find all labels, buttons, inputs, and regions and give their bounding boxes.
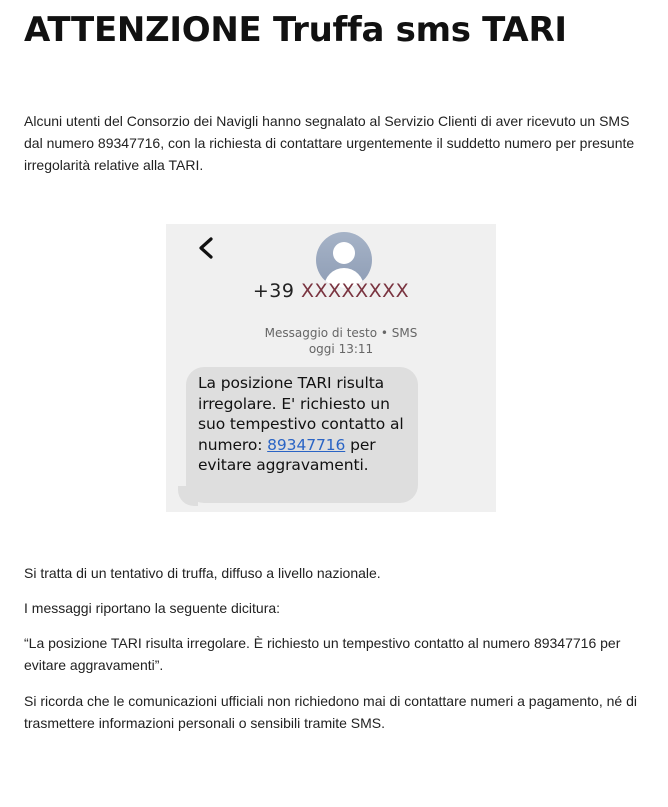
sms-sender-number xyxy=(166,280,496,302)
sms-screenshot-image xyxy=(166,224,496,512)
chevron-left-icon xyxy=(196,236,216,265)
sms-message-bubble xyxy=(186,367,418,503)
sms-message-after-link: per evitare aggravamenti. xyxy=(198,435,376,474)
sms-message-type: Messaggio di testo • SMS xyxy=(264,326,418,340)
sender-prefix: +39 xyxy=(252,280,295,302)
paragraph-message-intro: I messaggi riportano la seguente dicitura: xyxy=(24,600,281,616)
intro-paragraph: Alcuni utenti del Consorzio dei Navigli hanno segnalato al Servizio Clienti di aver ricevuto un SMS dal numero 89347716, con la richiesta di contattare urgentemente il suddetto numero per presunte irregolarità relative alla TARI. xyxy=(24,113,635,173)
paragraph-message-quote: “La posizione TARI risulta irregolare. È richiesto un tempestivo contatto al numero 89347716 per evitare aggravamenti”. xyxy=(24,635,621,673)
paragraph-reminder: Si ricorda che le comunicazioni ufficiali non richiedono mai di contattare numeri a pagamento, né di trasmettere informazioni personali o sensibili tramite SMS. xyxy=(24,693,637,731)
sms-timestamp: oggi 13:11 xyxy=(308,342,374,356)
sms-message-before-link: La posizione TARI risulta irregolare. E' richiesto un suo tempestivo contatto al numero: xyxy=(198,374,404,454)
sender-masked-digits: XXXXXXXX xyxy=(301,280,410,302)
sms-message-text xyxy=(198,373,418,476)
page-title: ATTENZIONE Truffa sms TARI xyxy=(24,10,567,50)
paragraph-scam-notice: Si tratta di un tentativo di truffa, diffuso a livello nazionale. xyxy=(24,565,381,581)
sms-phone-link: 89347716 xyxy=(267,435,346,454)
